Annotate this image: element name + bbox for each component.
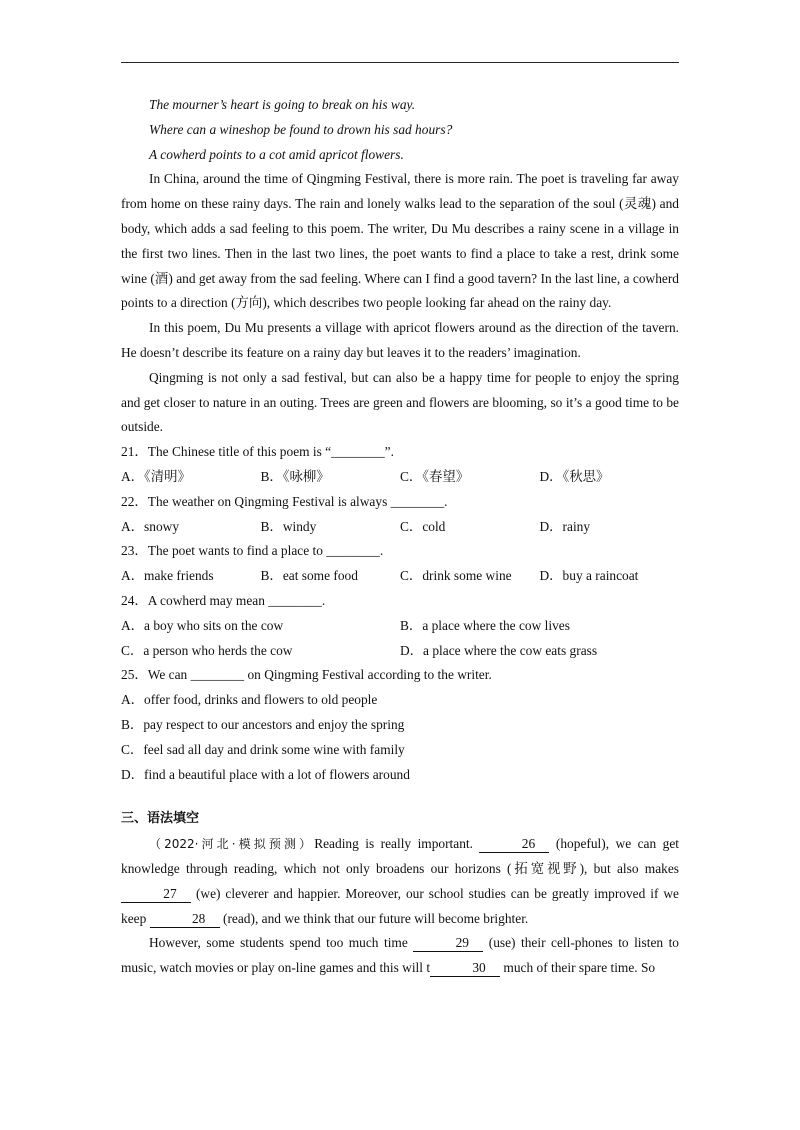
option[interactable]: B．a place where the cow lives xyxy=(400,617,570,633)
section-title: 三、语法填空 xyxy=(121,811,200,827)
option[interactable]: D．rainy xyxy=(539,518,591,534)
grammar-paragraph-2 xyxy=(121,931,679,981)
option[interactable]: A．offer food, drinks and flowers to old people xyxy=(121,692,378,708)
option[interactable]: A．a boy who sits on the cow xyxy=(121,617,284,633)
paragraph: In China, around the time of Qingming Festival, there is more rain. The poet is traveling far away from home on these rainy days. The rain and lonely walks lead to the separation of the soul (灵魂) and body, which adds a sad feeling to this poem. The writer, Du Mu describes a rainy scene in a village in the first two lines. Then in the last two lines, the poet wants to find a place to take a rest, drink some wine (酒) and get away from the sad feeling. Where can I find a good tavern? In the last line, a cowherd points to a direction (方向), which describes two people looking far ahead on the rainy day. xyxy=(121,171,679,311)
text-run: (hopeful), we can get knowledge through reading, which not only broadens our horizons (拓宽视野), but also makes xyxy=(121,836,679,876)
options-23 xyxy=(121,564,679,589)
header-rule xyxy=(121,62,679,63)
option[interactable]: D．a place where the cow eats grass xyxy=(400,642,598,658)
question-23: 23．The poet wants to find a place to ________. xyxy=(121,543,384,559)
blank-30[interactable]: 30 xyxy=(430,959,500,977)
options-24-row2 xyxy=(121,639,679,664)
option[interactable]: B．eat some food xyxy=(260,568,358,584)
blank-27[interactable]: 27 xyxy=(121,885,191,903)
option[interactable]: D．buy a raincoat xyxy=(539,568,639,584)
option[interactable]: B．windy xyxy=(260,518,317,534)
blank-26[interactable]: 26 xyxy=(479,835,549,853)
text-run: (we) cleverer and happier. Moreover, our school studies can be greatly improved if we keep xyxy=(121,885,679,926)
option[interactable]: D．《秋思》 xyxy=(539,468,610,484)
poem-line: A cowherd points to a cot amid apricot flowers. xyxy=(149,146,404,162)
option[interactable]: C．《春望》 xyxy=(400,468,470,484)
options-21 xyxy=(121,465,679,490)
question-24: 24．A cowherd may mean ________. xyxy=(121,592,326,608)
text-run: much of their spare time. So xyxy=(503,960,656,976)
text-run: (use) their cell-phones to listen to music, watch movies or play on-line games and this will t xyxy=(121,935,679,976)
question-25: 25．We can ________ on Qingming Festival according to the writer. xyxy=(121,667,492,683)
question-22: 22．The weather on Qingming Festival is always ________. xyxy=(121,493,448,509)
option[interactable]: C．a person who herds the cow xyxy=(121,642,293,658)
option[interactable]: C．cold xyxy=(400,518,446,534)
page-content xyxy=(121,93,679,981)
option[interactable]: C．drink some wine xyxy=(400,568,512,584)
paragraph: In this poem, Du Mu presents a village with apricot flowers around as the direction of the tavern. He doesn’t describe its feature on a rainy day but leaves it to the readers’ imagination. xyxy=(121,320,679,360)
blank-28[interactable]: 28 xyxy=(150,910,220,928)
options-22 xyxy=(121,515,679,540)
grammar-paragraph-1 xyxy=(121,832,679,931)
paragraph: Qingming is not only a sad festival, but can also be a happy time for people to enjoy the spring and get closer to nature in an outing. Trees are green and flowers are blooming, so it’s a good time to be outside. xyxy=(121,369,679,435)
option[interactable]: A．《清明》 xyxy=(121,468,191,484)
option[interactable]: D．find a beautiful place with a lot of flowers around xyxy=(121,766,410,782)
option[interactable]: B．pay respect to our ancestors and enjoy the spring xyxy=(121,716,405,732)
poem-line: The mourner’s heart is going to break on his way. xyxy=(149,97,416,112)
option[interactable]: B．《咏柳》 xyxy=(260,468,330,484)
option[interactable]: A．make friends xyxy=(121,568,214,584)
source-note: （2022·河北·模拟预测） xyxy=(149,837,315,852)
poem-line: Where can a wineshop be found to drown his sad hours? xyxy=(149,121,453,137)
options-24-row1 xyxy=(121,614,679,639)
text-run: Reading is really important. xyxy=(314,836,473,852)
question-21: 21．The Chinese title of this poem is “________”. xyxy=(121,444,394,460)
text-run: However, some students spend too much time xyxy=(149,935,408,951)
text-run: (read), and we think that our future will become brighter. xyxy=(223,910,529,926)
blank-29[interactable]: 29 xyxy=(413,934,483,952)
option[interactable]: A．snowy xyxy=(121,518,180,534)
option[interactable]: C．feel sad all day and drink some wine with family xyxy=(121,741,405,757)
